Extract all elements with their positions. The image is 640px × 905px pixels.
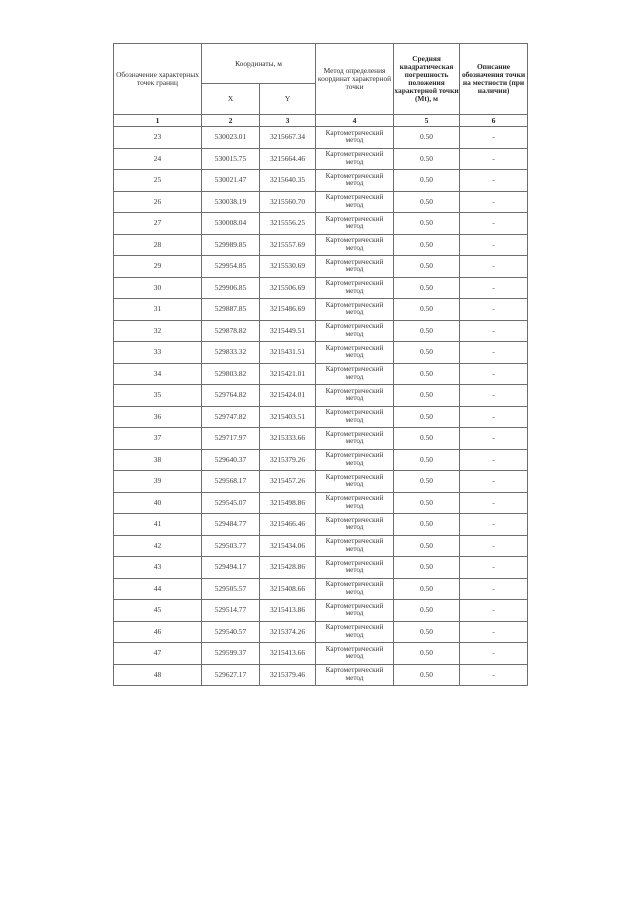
description-cell: - — [460, 428, 528, 450]
x-coordinate-cell: 529954.85 — [202, 256, 260, 278]
y-coordinate-cell: 3215379.46 — [260, 664, 316, 686]
table-row — [114, 557, 528, 579]
point-cell: 36 — [114, 406, 202, 428]
y-coordinate-cell: 3215408.66 — [260, 578, 316, 600]
error-cell: 0.50 — [394, 127, 460, 149]
x-coordinate-cell: 529484.77 — [202, 514, 260, 536]
description-cell: - — [460, 148, 528, 170]
y-coordinate-cell: 3215664.46 — [260, 148, 316, 170]
point-cell: 26 — [114, 191, 202, 213]
table-row — [114, 127, 528, 149]
y-coordinate-cell: 3215434.06 — [260, 535, 316, 557]
error-cell: 0.50 — [394, 535, 460, 557]
point-cell: 41 — [114, 514, 202, 536]
error-cell: 0.50 — [394, 320, 460, 342]
description-cell: - — [460, 363, 528, 385]
y-coordinate-cell: 3215449.51 — [260, 320, 316, 342]
table-row — [114, 256, 528, 278]
description-cell: - — [460, 320, 528, 342]
method-cell: Картометрический метод — [316, 406, 394, 428]
point-cell: 42 — [114, 535, 202, 557]
method-cell: Картометрический метод — [316, 277, 394, 299]
table-row — [114, 492, 528, 514]
column-number: 2 — [202, 115, 260, 127]
method-cell: Картометрический метод — [316, 191, 394, 213]
error-cell: 0.50 — [394, 363, 460, 385]
x-coordinate-cell: 530023.01 — [202, 127, 260, 149]
error-cell: 0.50 — [394, 578, 460, 600]
y-coordinate-cell: 3215560.70 — [260, 191, 316, 213]
method-cell: Картометрический метод — [316, 213, 394, 235]
description-cell: - — [460, 578, 528, 600]
method-cell: Картометрический метод — [316, 621, 394, 643]
error-cell: 0.50 — [394, 277, 460, 299]
description-cell: - — [460, 514, 528, 536]
x-coordinate-cell: 529878.82 — [202, 320, 260, 342]
table-row — [114, 664, 528, 686]
error-cell: 0.50 — [394, 213, 460, 235]
method-cell: Картометрический метод — [316, 342, 394, 364]
y-coordinate-cell: 3215556.25 — [260, 213, 316, 235]
column-number: 1 — [114, 115, 202, 127]
error-cell: 0.50 — [394, 342, 460, 364]
header-coordinates: Координаты, м — [202, 44, 316, 84]
method-cell: Картометрический метод — [316, 471, 394, 493]
error-cell: 0.50 — [394, 557, 460, 579]
point-cell: 43 — [114, 557, 202, 579]
table-body — [114, 127, 528, 686]
error-cell: 0.50 — [394, 170, 460, 192]
y-coordinate-cell: 3215557.69 — [260, 234, 316, 256]
description-cell: - — [460, 471, 528, 493]
x-coordinate-cell: 529503.77 — [202, 535, 260, 557]
point-cell: 33 — [114, 342, 202, 364]
error-cell: 0.50 — [394, 299, 460, 321]
column-number: 6 — [460, 115, 528, 127]
point-cell: 40 — [114, 492, 202, 514]
method-cell: Картометрический метод — [316, 600, 394, 622]
table-row — [114, 342, 528, 364]
error-cell: 0.50 — [394, 514, 460, 536]
description-cell: - — [460, 557, 528, 579]
x-coordinate-cell: 529833.32 — [202, 342, 260, 364]
method-cell: Картометрический метод — [316, 234, 394, 256]
table-row — [114, 234, 528, 256]
header-x: X — [202, 84, 260, 115]
x-coordinate-cell: 529514.77 — [202, 600, 260, 622]
description-cell: - — [460, 256, 528, 278]
x-coordinate-cell: 530038.19 — [202, 191, 260, 213]
x-coordinate-cell: 529627.17 — [202, 664, 260, 686]
point-cell: 44 — [114, 578, 202, 600]
y-coordinate-cell: 3215413.66 — [260, 643, 316, 665]
table-row — [114, 600, 528, 622]
x-coordinate-cell: 529505.57 — [202, 578, 260, 600]
y-coordinate-cell: 3215431.51 — [260, 342, 316, 364]
error-cell: 0.50 — [394, 191, 460, 213]
table-row — [114, 643, 528, 665]
table-row — [114, 213, 528, 235]
description-cell: - — [460, 664, 528, 686]
table-row — [114, 449, 528, 471]
point-cell: 45 — [114, 600, 202, 622]
description-cell: - — [460, 643, 528, 665]
point-cell: 48 — [114, 664, 202, 686]
y-coordinate-cell: 3215333.66 — [260, 428, 316, 450]
description-cell: - — [460, 299, 528, 321]
method-cell: Картометрический метод — [316, 170, 394, 192]
x-coordinate-cell: 529906.85 — [202, 277, 260, 299]
description-cell: - — [460, 342, 528, 364]
method-cell: Картометрический метод — [316, 664, 394, 686]
description-cell: - — [460, 127, 528, 149]
error-cell: 0.50 — [394, 664, 460, 686]
y-coordinate-cell: 3215667.34 — [260, 127, 316, 149]
y-coordinate-cell: 3215379.26 — [260, 449, 316, 471]
method-cell: Картометрический метод — [316, 320, 394, 342]
method-cell: Картометрический метод — [316, 578, 394, 600]
table-row — [114, 514, 528, 536]
coordinates-document — [113, 43, 527, 686]
method-cell: Картометрический метод — [316, 492, 394, 514]
error-cell: 0.50 — [394, 256, 460, 278]
header-method: Метод определения координат характерной точки — [316, 44, 394, 115]
point-cell: 28 — [114, 234, 202, 256]
coordinates-table — [113, 43, 528, 686]
table-row — [114, 363, 528, 385]
point-cell: 30 — [114, 277, 202, 299]
x-coordinate-cell: 530021.47 — [202, 170, 260, 192]
error-cell: 0.50 — [394, 148, 460, 170]
column-number-row — [114, 115, 528, 127]
y-coordinate-cell: 3215421.01 — [260, 363, 316, 385]
table-row — [114, 385, 528, 407]
point-cell: 27 — [114, 213, 202, 235]
description-cell: - — [460, 406, 528, 428]
method-cell: Картометрический метод — [316, 256, 394, 278]
x-coordinate-cell: 529803.82 — [202, 363, 260, 385]
x-coordinate-cell: 529747.82 — [202, 406, 260, 428]
x-coordinate-cell: 529887.85 — [202, 299, 260, 321]
point-cell: 39 — [114, 471, 202, 493]
table-row — [114, 428, 528, 450]
method-cell: Картометрический метод — [316, 449, 394, 471]
y-coordinate-cell: 3215530.69 — [260, 256, 316, 278]
x-coordinate-cell: 530008.04 — [202, 213, 260, 235]
header-y: Y — [260, 84, 316, 115]
method-cell: Картометрический метод — [316, 428, 394, 450]
y-coordinate-cell: 3215428.86 — [260, 557, 316, 579]
description-cell: - — [460, 170, 528, 192]
description-cell: - — [460, 213, 528, 235]
point-cell: 32 — [114, 320, 202, 342]
x-coordinate-cell: 529540.57 — [202, 621, 260, 643]
error-cell: 0.50 — [394, 428, 460, 450]
method-cell: Картометрический метод — [316, 363, 394, 385]
y-coordinate-cell: 3215498.86 — [260, 492, 316, 514]
table-row — [114, 148, 528, 170]
table-row — [114, 191, 528, 213]
y-coordinate-cell: 3215506.69 — [260, 277, 316, 299]
x-coordinate-cell: 529599.37 — [202, 643, 260, 665]
error-cell: 0.50 — [394, 621, 460, 643]
header-point-designation: Обозначение характерных точек границ — [114, 44, 202, 115]
column-number: 5 — [394, 115, 460, 127]
column-number: 3 — [260, 115, 316, 127]
table-row — [114, 471, 528, 493]
table-row — [114, 277, 528, 299]
description-cell: - — [460, 277, 528, 299]
x-coordinate-cell: 529640.37 — [202, 449, 260, 471]
error-cell: 0.50 — [394, 449, 460, 471]
header-row — [114, 44, 528, 84]
y-coordinate-cell: 3215486.69 — [260, 299, 316, 321]
x-coordinate-cell: 529545.07 — [202, 492, 260, 514]
x-coordinate-cell: 529717.97 — [202, 428, 260, 450]
table-row — [114, 299, 528, 321]
x-coordinate-cell: 529494.17 — [202, 557, 260, 579]
method-cell: Картометрический метод — [316, 385, 394, 407]
table-row — [114, 320, 528, 342]
column-number: 4 — [316, 115, 394, 127]
x-coordinate-cell: 530015.75 — [202, 148, 260, 170]
description-cell: - — [460, 535, 528, 557]
table-row — [114, 621, 528, 643]
description-cell: - — [460, 600, 528, 622]
error-cell: 0.50 — [394, 492, 460, 514]
method-cell: Картометрический метод — [316, 643, 394, 665]
point-cell: 35 — [114, 385, 202, 407]
method-cell: Картометрический метод — [316, 148, 394, 170]
point-cell: 38 — [114, 449, 202, 471]
point-cell: 37 — [114, 428, 202, 450]
point-cell: 46 — [114, 621, 202, 643]
description-cell: - — [460, 492, 528, 514]
description-cell: - — [460, 191, 528, 213]
y-coordinate-cell: 3215466.46 — [260, 514, 316, 536]
error-cell: 0.50 — [394, 385, 460, 407]
table-row — [114, 406, 528, 428]
table-row — [114, 170, 528, 192]
description-cell: - — [460, 385, 528, 407]
point-cell: 29 — [114, 256, 202, 278]
point-cell: 31 — [114, 299, 202, 321]
method-cell: Картометрический метод — [316, 514, 394, 536]
x-coordinate-cell: 529764.82 — [202, 385, 260, 407]
y-coordinate-cell: 3215374.26 — [260, 621, 316, 643]
error-cell: 0.50 — [394, 471, 460, 493]
description-cell: - — [460, 621, 528, 643]
y-coordinate-cell: 3215413.86 — [260, 600, 316, 622]
method-cell: Картометрический метод — [316, 535, 394, 557]
method-cell: Картометрический метод — [316, 127, 394, 149]
header-description: Описание обозначения точки на местности (при наличии) — [460, 44, 528, 115]
table-row — [114, 535, 528, 557]
method-cell: Картометрический метод — [316, 299, 394, 321]
error-cell: 0.50 — [394, 643, 460, 665]
y-coordinate-cell: 3215640.35 — [260, 170, 316, 192]
point-cell: 25 — [114, 170, 202, 192]
error-cell: 0.50 — [394, 600, 460, 622]
method-cell: Картометрический метод — [316, 557, 394, 579]
header-error: Средняя квадратическая погрешность положения характерной точки (Mt), м — [394, 44, 460, 115]
point-cell: 23 — [114, 127, 202, 149]
point-cell: 47 — [114, 643, 202, 665]
x-coordinate-cell: 529989.85 — [202, 234, 260, 256]
y-coordinate-cell: 3215424.01 — [260, 385, 316, 407]
error-cell: 0.50 — [394, 234, 460, 256]
point-cell: 34 — [114, 363, 202, 385]
y-coordinate-cell: 3215457.26 — [260, 471, 316, 493]
error-cell: 0.50 — [394, 406, 460, 428]
table-row — [114, 578, 528, 600]
description-cell: - — [460, 449, 528, 471]
x-coordinate-cell: 529568.17 — [202, 471, 260, 493]
point-cell: 24 — [114, 148, 202, 170]
y-coordinate-cell: 3215403.51 — [260, 406, 316, 428]
description-cell: - — [460, 234, 528, 256]
